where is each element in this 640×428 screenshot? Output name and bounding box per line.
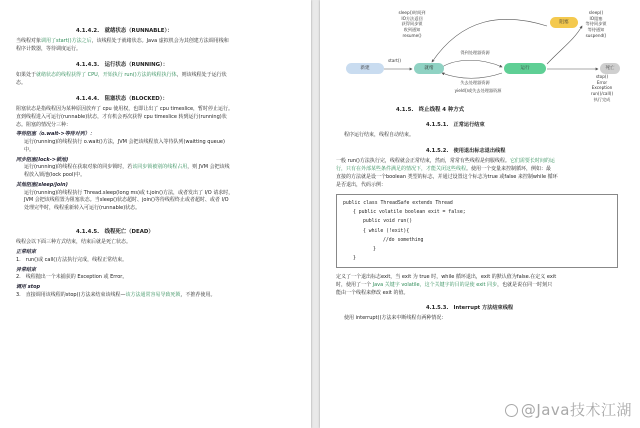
normal-end-description: 程序运行结束，线程自动结束。 [344,132,415,139]
state-running: 运行 [504,63,546,74]
stop-title: 调用 stop [16,284,41,290]
label-start: start() [388,58,402,63]
arrow-running-to-ready [442,73,502,78]
heading-exit-flag: 4.1.5.2. 使用退出标志退出线程 [426,148,506,155]
interrupt-paragraph: 使用 interrupt()方法来中断线程有两种情况： [344,315,447,322]
code-line: } [353,255,356,261]
dead-intro: 线程会以下面三种方式结束，结束后就是死亡状态。 [16,239,132,246]
exception-end-title: 异常结束 [16,266,37,273]
heading-terminate: 4.1.5. 终止线程 4 种方式 [396,107,465,113]
right-page [320,0,640,428]
code-line: //do something [383,237,424,243]
code-line: { while (!exit){ [363,228,410,234]
thread-state-diagram [342,10,618,102]
sync-block-title: 同步阻塞(lock->锁池) [16,156,69,163]
normal-end-text: 1. run()或 call()方法执行完成，线程正常结束。 [16,256,128,263]
label-to-blocked-return: sleep()时间到 IO方法返回 获得同步锁 收到通知 resume() [398,10,426,38]
other-block-title: 其他阻塞(sleep/join) [16,181,68,188]
sync-block-text: 运行(running)的线程在获取对象的同步锁时，若该同步锁被别的线程占用，则 JVM 会把该线 程放入锁池(lock pool)中。 [24,164,230,179]
running-paragraph: 如果处于就绪状态的线程获得了 CPU，开始执行 run()方法的线程执行体，则该线程处于运行状 态。 [16,72,227,86]
runnable-paragraph: 当线程对象调用了start()方法之后，该线程处于就绪状态。Java 虚拟机会为其创建方法调用栈和 程序计数器，等待调度运行。 [16,38,229,53]
state-dead: 死亡 [600,63,620,74]
code-line: public void run() [363,219,413,225]
left-page [0,0,311,428]
heading-blocked: 4.1.4.4. 阻塞状态（BLOCKED）： [76,95,168,102]
code-line: } [373,246,376,252]
code-line: public class ThreadSafe extends Thread [343,201,453,207]
wait-block-text: 运行(running)的线程执行 o.wait()方法，JVM 会把该线程放入等待队列(waitting queue) 中。 [24,139,225,153]
label-got-cpu: 得到处理器资源 [460,50,490,55]
heading-interrupt: 4.1.5.3. Interrupt 方法结束线程 [426,305,514,312]
volatile-paragraph: 定义了一个退出标志exit，当 exit 为 true 时，while 循环退出，exit 的默认值为false.在定义 exit 时，使用了一个 Java 关键字 volatile，这个关键字的目的是使 exit 同步，也就是说在同一时刻只 能由一个线程来修改 exit 的值。 [336,274,557,296]
code-sample [336,194,618,268]
code-line: { public volatile boolean exit = false; [353,210,466,216]
watermark-logo-icon [505,404,518,417]
wait-block-title: 等待阻塞（o.wait->等待对列）： [16,131,95,138]
exception-end-text: 2. 线程抛出一个未捕获的 Exception 或 Error。 [16,274,128,281]
normal-end-title: 正常结束 [16,249,37,255]
heading-running: 4.1.4.3. 运行状态（RUNNING）： [76,61,169,68]
label-to-dead: stop() Error Exception run()/call() 执行完成 [590,74,614,102]
label-yield: yield()或失去处理器资源 [454,88,502,93]
exit-flag-paragraph: 一般 run()方法执行完，线程就会正常结束，然而，常常有些线程是伺服线程。它们需要长时间的运 行，只有在外部某些条件满足的情况下，才能关闭这些线程。使用一个变量来控制循环，例如：最 直接的方法就是设一个boolean 类型的标志，并通过设置这个标志为true 或false 来控制while 循环 是否退出，代码示例： [336,158,558,188]
heading-dead: 4.1.4.5. 线程死亡（DEAD） [76,228,154,235]
label-from-running: sleep() IO阻塞 等待同步锁 等待通知 suspend() [585,10,607,38]
other-block-text: 运行(running)的线程执行 Thread.sleep(long ms)或 t.join()方法，或者发出了 I/O 请求时， JVM 会把该线程置为阻塞状态。当sleep()状态超时、join()等待线程终止或者超时、或者 I/O 处理完毕时，线程重新转入可运行(runnable)状态。 [24,189,234,212]
state-blocked: 阻塞 [550,17,578,28]
arrow-running-to-blocked [547,26,582,64]
heading-runnable: 4.1.4.2. 就绪状态（RUNNABLE）： [76,28,173,34]
state-ready: 就绪 [414,63,444,74]
watermark: @Java技术江湖 [505,399,632,422]
blocked-paragraph: 阻塞状态是指线程因为某种原因放弃了 cpu 使用权，也即让出了 cpu timeslice，暂时停止运行。 直到线程进入可运行(runnable)状态，才有机会再次获得 cpu timeslice 转到运行(running)状 态。阻塞的情况分三种： [16,106,234,128]
state-new: 新建 [346,63,384,74]
stop-text: 3. 直接调用该线程的stop()方法来结束该线程—该方法通常容易导致死锁，不推荐使用。 [16,291,216,298]
arrow-ready-to-running [442,60,502,67]
label-lost-cpu: 失去处理器资源 [460,80,490,85]
heading-normal-end: 4.1.5.1. 正常运行结束 [426,122,485,129]
